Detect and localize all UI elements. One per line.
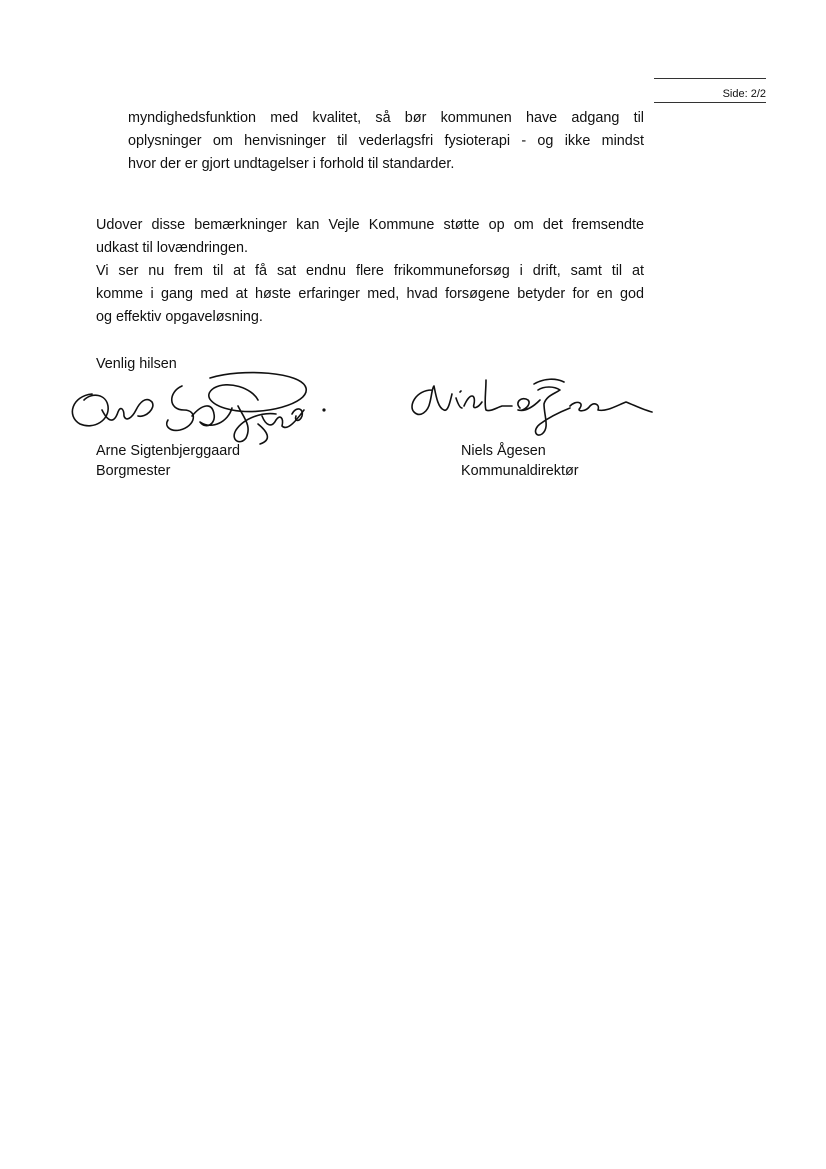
- signatory-title: Borgmester: [96, 463, 171, 479]
- signatory-name: Arne Sigtenbjerggaard: [96, 443, 241, 459]
- signature-left-image: [62, 366, 332, 446]
- text-line: komme i gang med at høste erfaringer med, hvad forsøgene betyder for en god: [96, 286, 644, 302]
- signature-right-image: [404, 372, 654, 442]
- page-header: [654, 78, 766, 103]
- signatory-director: [461, 441, 579, 481]
- text-line: Vi ser nu frem til at få sat endnu flere frikommuneforsøg i drift, samt til at: [96, 263, 644, 279]
- text-line: Udover disse bemærkninger kan Vejle Kommune støtte op om det fremsendte: [96, 217, 644, 233]
- signatory-name: Niels Ågesen: [461, 443, 546, 459]
- page-number: Side: 2/2: [722, 88, 766, 100]
- header-rule-bottom: [654, 102, 766, 103]
- text-line: udkast til lovændringen.: [96, 240, 248, 256]
- paragraph-continued: [128, 107, 644, 176]
- paragraph-remarks: [96, 214, 644, 329]
- signatory-title: Kommunaldirektør: [461, 463, 579, 479]
- signatory-mayor: [96, 441, 240, 481]
- text-line: myndighedsfunktion med kvalitet, så bør kommunen have adgang til: [128, 110, 644, 126]
- text-line: hvor der er gjort undtagelser i forhold til standarder.: [128, 156, 455, 172]
- text-line: og effektiv opgaveløsning.: [96, 309, 263, 325]
- text-line: oplysninger om henvisninger til vederlagsfri fysioterapi - og ikke mindst: [128, 133, 644, 149]
- closing-salutation: Venlig hilsen: [96, 356, 177, 372]
